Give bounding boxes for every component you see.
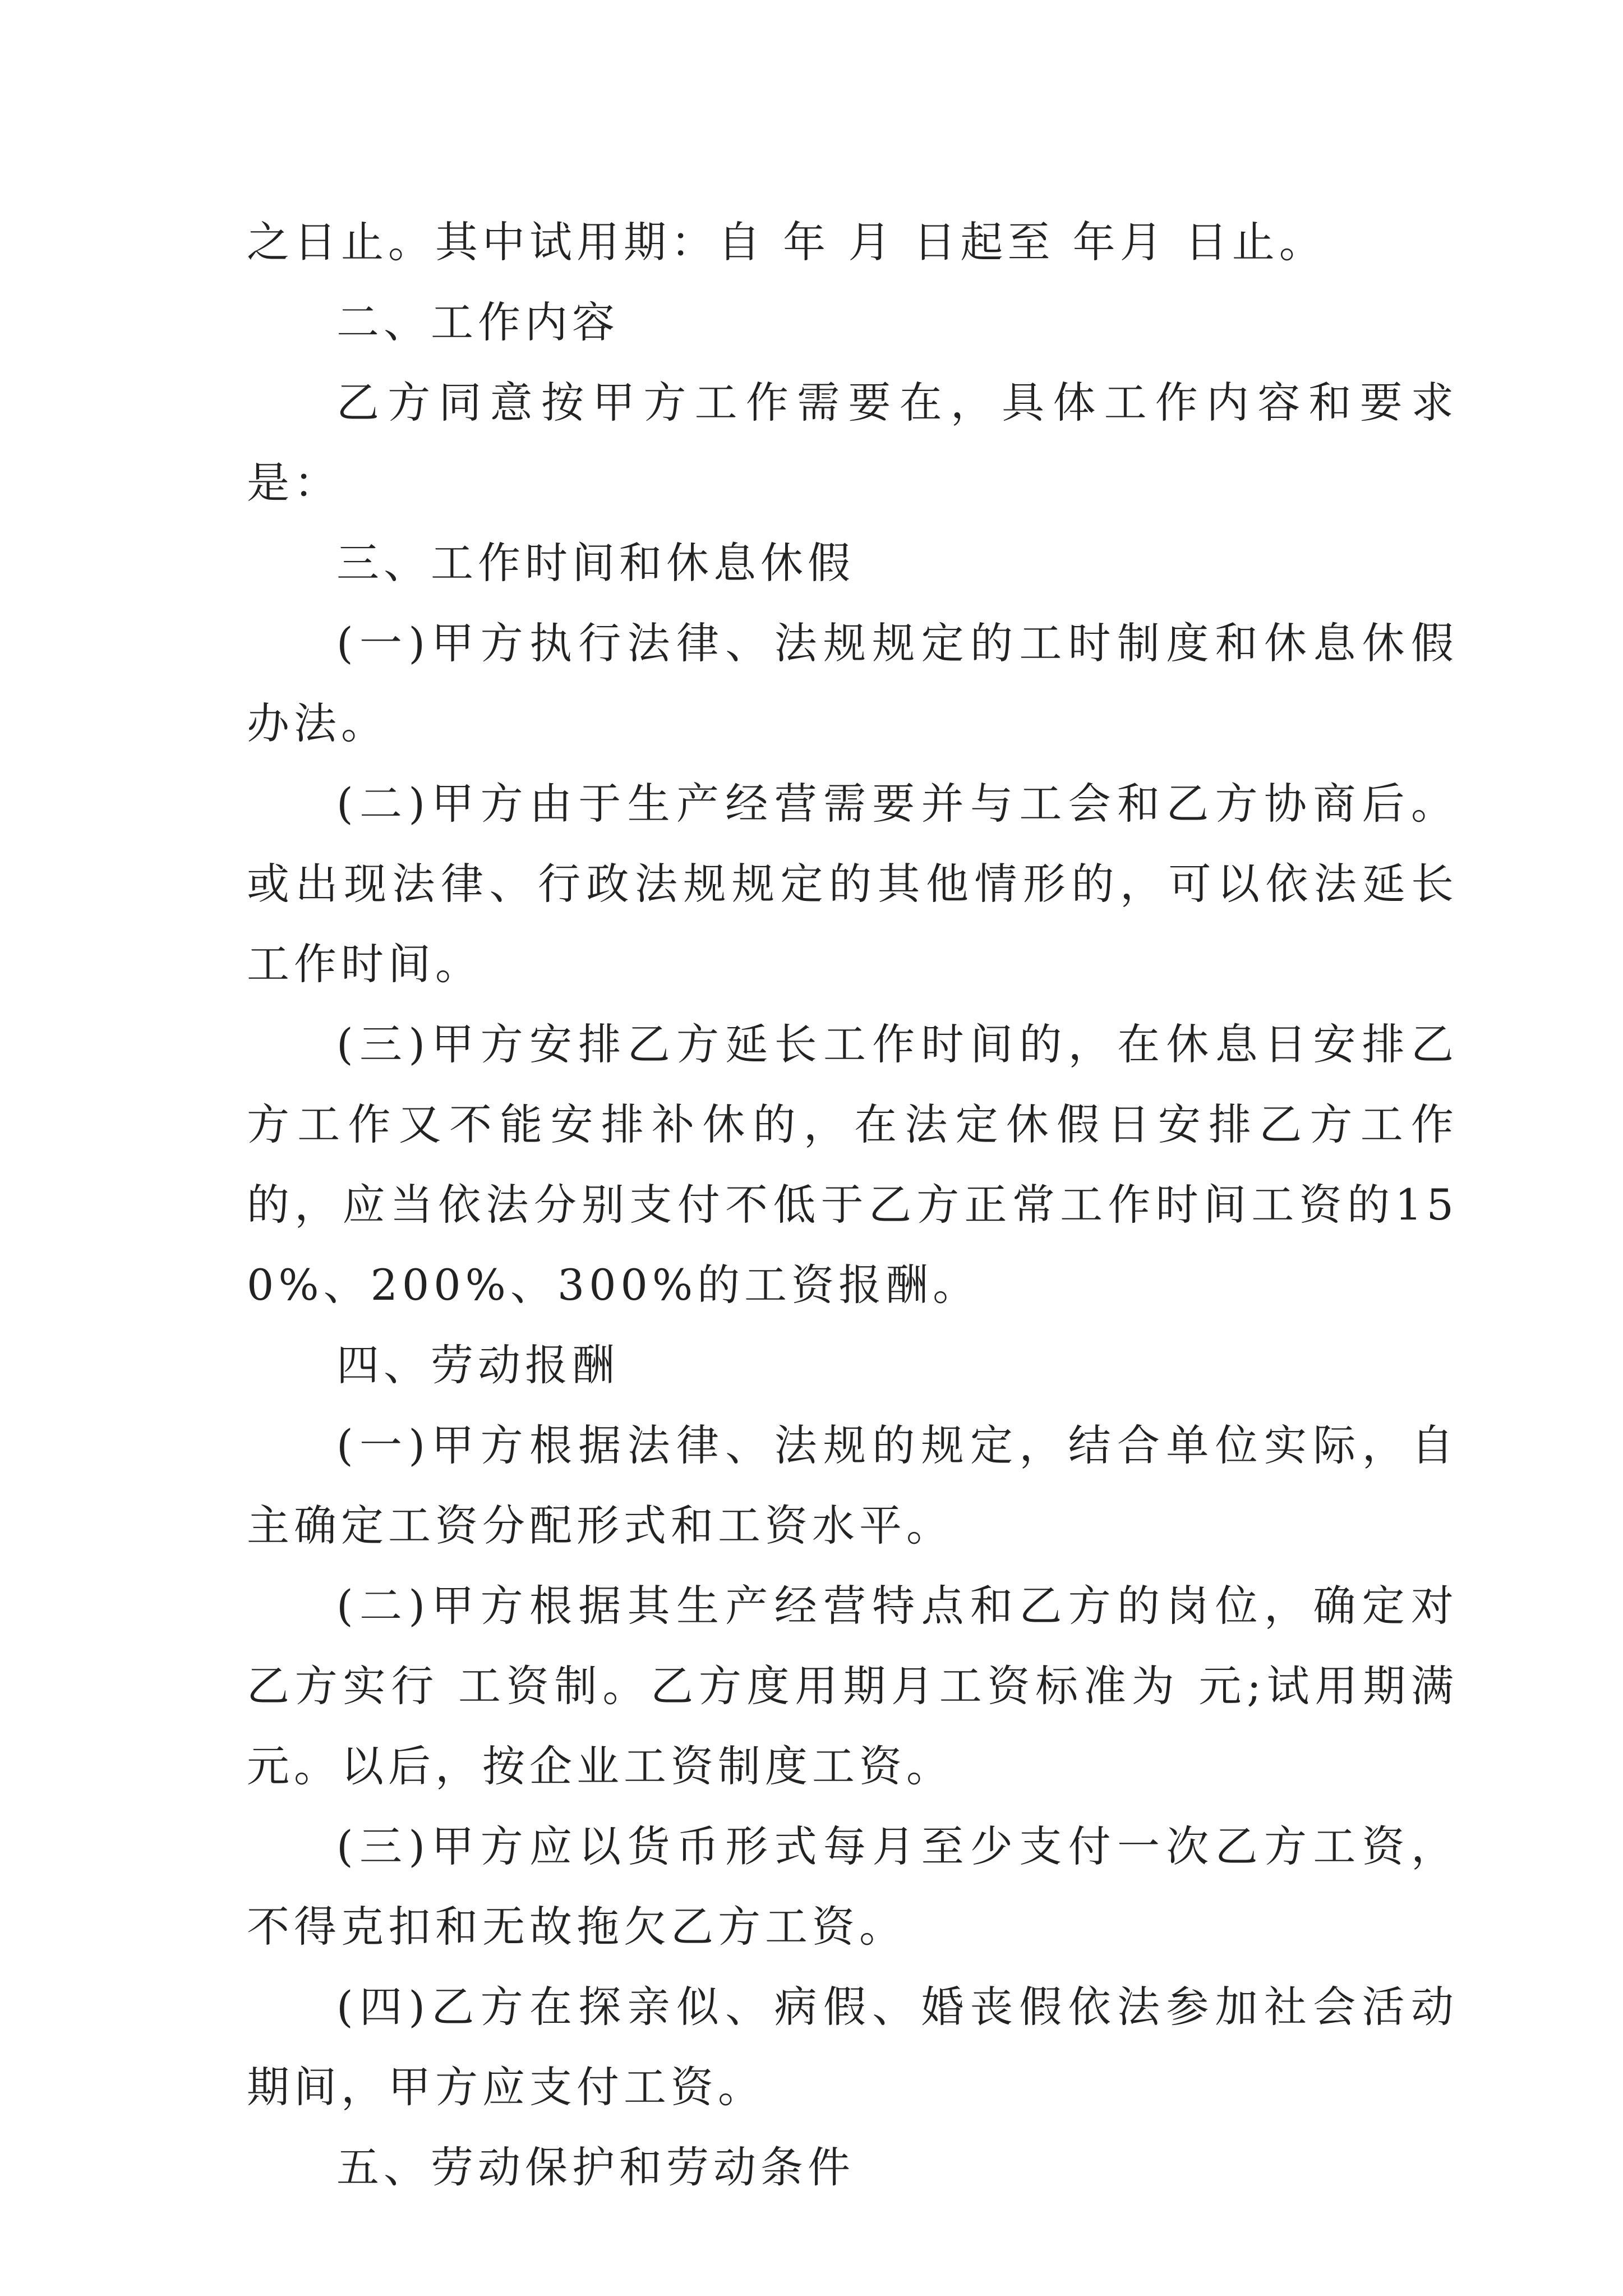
paragraph-pay-3: (三)甲方应以货币形式每月至少支付一次乙方工资，不得克扣和无故拖欠乙方工资。 [247, 1821, 1458, 1952]
heading-work-content: 二、工作内容 [336, 297, 619, 347]
document-body [247, 202, 1458, 2207]
heading-remuneration: 四、劳动报酬 [336, 1340, 619, 1390]
paragraph-hours-3: (三)甲方安排乙方延长工作时间的，在休息日安排乙方工作又不能安排补休的，在法定休假日安排乙方工作的，应当依法分别支付不低于乙方正常工作时间工资的150%、200%、300%的工资报酬。 [247, 1019, 1458, 1310]
paragraph-work-requirements: 乙方同意按甲方工作需要在，具体工作内容和要求是： [247, 378, 1458, 508]
paragraph-pay-2: (二)甲方根据其生产经营特点和乙方的岗位，确定对乙方实行 工资制。乙方度用期月工资标准为 元;试用期满 元。以后，按企业工资制度工资。 [247, 1581, 1458, 1791]
paragraph-trial-period: 之日止。其中试用期：自 年 月 日起至 年月 日止。 [247, 217, 1326, 267]
paragraph-hours-1: (一)甲方执行法律、法规规定的工时制度和休息休假办法。 [247, 618, 1458, 748]
heading-labor-protection: 五、劳动保护和劳动条件 [336, 2142, 855, 2192]
paragraph-pay-4: (四)乙方在探亲似、病假、婚丧假依法参加社会活动期间，甲方应支付工资。 [247, 1982, 1458, 2112]
paragraph-pay-1: (一)甲方根据法律、法规的规定，结合单位实际，自主确定工资分配形式和工资水平。 [247, 1420, 1458, 1550]
paragraph-hours-2: (二)甲方由于生产经营需要并与工会和乙方协商后。或出现法律、行政法规规定的其他情形的，可以依法延长工作时间。 [247, 779, 1458, 989]
heading-work-hours: 三、工作时间和休息休假 [336, 538, 855, 588]
